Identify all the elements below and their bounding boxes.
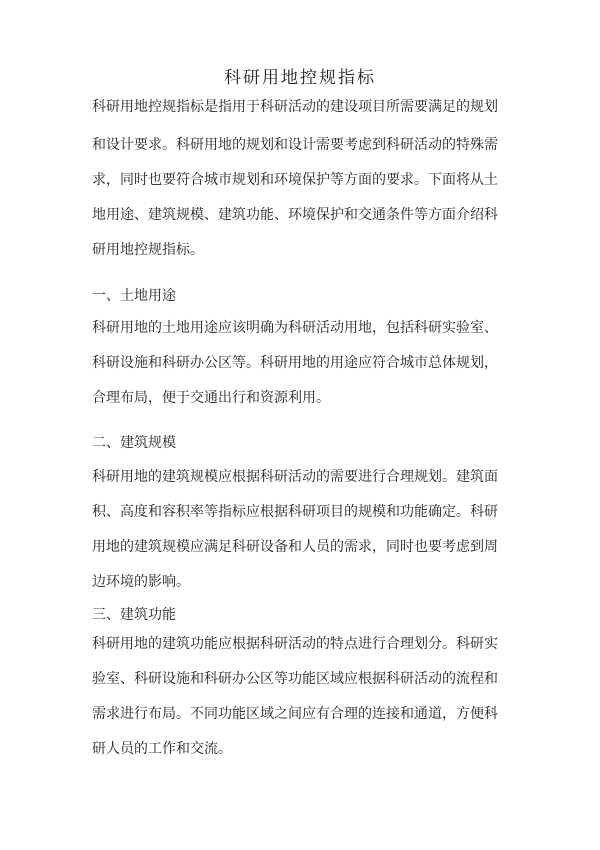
page-title: 科研用地控规指标	[224, 68, 376, 88]
paragraph-line: 地用途、建筑规模、建筑功能、环境保护和交通条件等方面介绍科	[92, 207, 498, 223]
paragraph-line: 验室、科研设施和科研办公区等功能区域应根据科研活动的流程和	[92, 671, 498, 687]
paragraph-line: 和设计要求。科研用地的规划和设计需要考虑到科研活动的特殊需	[92, 137, 498, 153]
section-heading: 二、建筑规模	[92, 435, 176, 451]
section-heading: 一、土地用途	[92, 288, 176, 304]
paragraph-line: 科研用地控规指标是指用于科研活动的建设项目所需要满足的规划	[92, 99, 498, 115]
paragraph-line: 研人员的工作和交流。	[92, 741, 232, 757]
paragraph-line: 边环境的影响。	[92, 574, 190, 590]
paragraph-line: 积、高度和容积率等指标应根据科研项目的规模和功能确定。科研	[92, 504, 498, 520]
section-heading: 三、建筑功能	[92, 607, 176, 623]
paragraph-line: 科研用地的建筑规模应根据科研活动的需要进行合理规划。建筑面	[92, 469, 498, 485]
paragraph-line: 需求进行布局。不同功能区域之间应有合理的连接和通道，方便科	[92, 706, 498, 722]
paragraph-line: 科研用地的土地用途应该明确为科研活动用地，包括科研实验室、	[92, 320, 498, 336]
paragraph-line: 用地的建筑规模应满足科研设备和人员的需求，同时也要考虑到周	[92, 539, 498, 555]
paragraph-line: 求，同时也要符合城市规划和环境保护等方面的要求。下面将从土	[92, 172, 498, 188]
paragraph-line: 研用地控规指标。	[92, 242, 204, 258]
paragraph-line: 科研用地的建筑功能应根据科研活动的特点进行合理划分。科研实	[92, 636, 498, 652]
paragraph-line: 合理布局，便于交通出行和资源利用。	[92, 390, 330, 406]
paragraph-line: 科研设施和科研办公区等。科研用地的用途应符合城市总体规划，	[92, 355, 498, 371]
